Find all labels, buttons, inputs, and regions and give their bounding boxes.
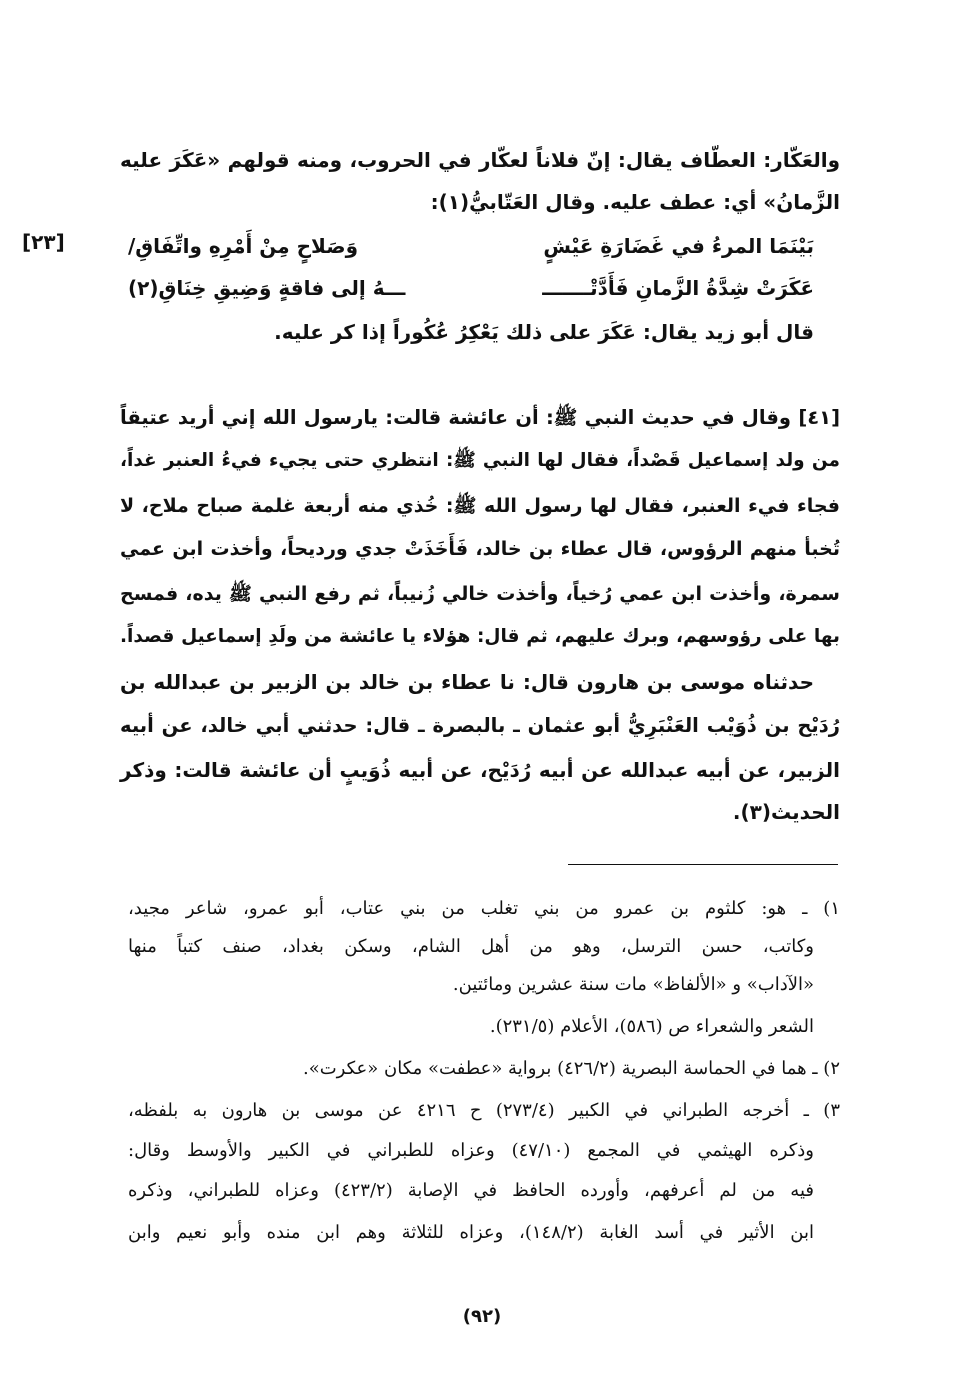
footnote-1-line4: الشعر والشعراء ص (٥٨٦)، الأعلام (٢٣١/٥). [489, 1016, 814, 1037]
verse-line2-second-hemistich: ـــهُ إلى فاقةٍ وَضِيقِ خِنَاقِ(٢) [128, 276, 406, 300]
footnote-separator [568, 864, 838, 865]
footnote-1-line1: ١) ـ هو: كلثوم بن عمرو من بني تغلب من بني عتاب، أبو عمرو، شاعر مجيد، [128, 898, 840, 919]
paragraph3-line4: تُخبأ منهم الرؤوس، قال عطاء بن خالد، فَأَخَذَتْ جدي ورديحاً، وأخذت ابن عمي [120, 538, 840, 560]
paragraph4-line1: حدثناه موسى بن هارون قال: نا عطاء بن خالد بن الزبير بن عبدالله بن [120, 670, 814, 694]
verse-line1-first-hemistich: بَيْنَمَا المرءُ في غَضَارَةِ عَيْشٍ [543, 234, 814, 258]
paragraph3-line5: سمرة، وأخذت ابن عمي رُخياً، وأخذت خالي زُنيباً، ثم رفع النبي ﷺ يده، فمسح [120, 583, 840, 605]
footnote-3-line1: ٣) ـ أخرجه الطبراني في الكبير (٢٧٣/٤) ح ٤٢١٦ عن موسى بن هارون به بلفظه، [128, 1100, 840, 1121]
footnote-3-line4: ابن الأثير في أسد الغابة (١٤٨/٢)، وعزاه للثلاثة وهم ابن منده وأبو نعيم وابن [128, 1222, 814, 1243]
footnote-1-line3: «الآداب» و «الألفاظ» مات سنة عشرين ومائتين. [452, 974, 814, 995]
paragraph1-line2: الزَّمانُ» أي: عطف عليه. وقال العَتّابيُّ(١): [430, 190, 840, 214]
paragraph3-line6: بها على رؤوسهم، وبرك عليهم، ثم قال: هؤلاء يا عائشة من ولَدِ إسماعيل قصداً. [120, 626, 840, 647]
verse-line-2 [128, 276, 814, 300]
footnote-1-line2: وكاتب، حسن الترسل، وهو من أهل الشام، وسكن بغداد، صنف كتباً منها [128, 936, 814, 957]
paragraph1-line1: والعَكّار: العطّاف يقال: إنّ فلاناً لعكّار في الحروب، ومنه قولهم «عَكَرَ عليه [120, 148, 840, 172]
verse-line1-second-hemistich: وَصَلاحٍ مِنْ أَمْرِهِ واتِّفَاقِ/ [128, 234, 358, 258]
paragraph3-line1: [٤١] وقال في حديث النبي ﷺ: أن عائشة قالت: يارسول الله إني أريد عتيقاً [120, 406, 840, 429]
verse-line-1 [128, 234, 814, 258]
paragraph3-line2: من ولد إسماعيل قَصْداً، فقال لها النبي ﷺ: انتظري حتى يجيء فيءُ العنبر غداً، [120, 450, 840, 471]
paragraph3-line3: فجاء فيء العنبر، فقال لها رسول الله ﷺ: خُذي منه أربعة غلمة صباح ملاح، لا [120, 495, 840, 517]
footnote-3-line2: وذكره الهيثمي في المجمع (٤٧/١٠) وعزاه للطبراني في الكبير والأوسط وقال: [128, 1140, 814, 1161]
margin-page-marker: [٢٣] [22, 230, 65, 254]
paragraph2-line1: قال أبو زيد يقال: عَكَرَ على ذلك يَعْكِرُ عُكُوراً إذا كر عليه. [274, 320, 814, 344]
footnote-3-line3: فيه من لم أعرفهم، وأورده الحافظ في الإصابة (٤٢٣/٢) وعزاه للطبراني، وذكره [128, 1180, 814, 1201]
paragraph4-line4: الحديث(٣). [732, 800, 840, 824]
verse-line2-first-hemistich: عَكَرَتْ شِدَّةُ الزَّمانِ فَأَدَّتْـــــــ [542, 276, 814, 300]
paragraph4-line2: رُدَيْح بن ذُوَيْب العَنْبَرِيُّ أبو عثمان ـ بالبصرة ـ قال: حدثني أبي خالد، عن أبيه [120, 714, 840, 737]
page-number: (٩٢) [462, 1306, 502, 1327]
footnote-2-line1: ٢) ـ هما في الحماسة البصرية (٤٢٦/٢) برواية «عطفت» مكان «عكرت». [302, 1058, 840, 1079]
paragraph4-line3: الزبير، عن أبيه عبدالله عن أبيه رُدَيْح، عن أبيه ذُوَيبٍ أن عائشة قالت: وذكر [120, 758, 840, 782]
